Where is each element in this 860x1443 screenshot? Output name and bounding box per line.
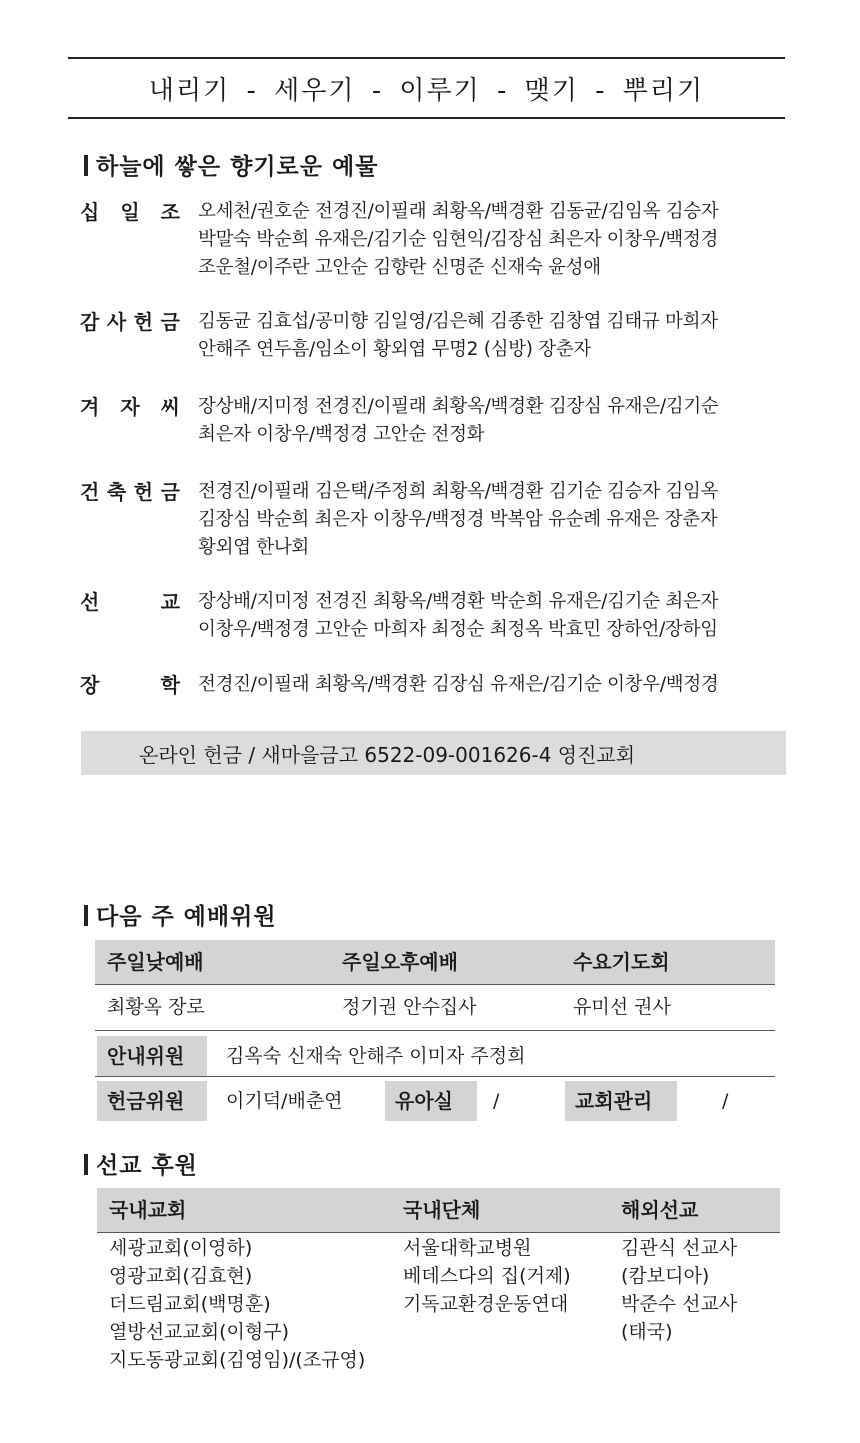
offering-section-title: 하늘에 쌓은 향기로운 예물 (84, 148, 378, 181)
online-offering-text: 온라인 헌금 / 새마을금고 6522-09-001626-4 영진교회 (139, 742, 636, 767)
usher-names: 김옥숙 신재숙 안해주 이미자 주정희 (226, 1045, 526, 1067)
leader-sunday-morning: 최황옥 장로 (107, 996, 205, 1018)
domestic-church-list (109, 1234, 365, 1374)
offering-donor-names: 전경진/이필래 김은택/주정희 최황옥/백경환 김기순 김승자 김임옥 김장심 박순희 최은자 이창우/백정경 박복암 유순례 유재은 장춘자 황외엽 한나회 (198, 481, 719, 558)
divider (95, 1030, 775, 1031)
leader-wednesday: 유미선 권사 (573, 996, 671, 1018)
nursery-label: 유아실 (385, 1081, 477, 1121)
offering-category-label: 겨 자 씨 (80, 395, 180, 419)
list-item: 김관식 선교사 (621, 1237, 738, 1259)
list-item: 박준수 선교사 (621, 1293, 738, 1315)
list-item: (캄보디아) (621, 1265, 710, 1287)
divider (95, 1076, 775, 1077)
nursery-value: / (493, 1090, 500, 1112)
header-domestic-church: 국내교회 (109, 1198, 187, 1222)
header-wednesday: 수요기도회 (573, 950, 670, 974)
offering-category-label: 장 학 (80, 673, 180, 697)
offering-category-label: 십 일 조 (80, 200, 180, 224)
list-item: 열방선교교회(이형구) (109, 1321, 290, 1343)
list-item: 세광교회(이영하) (109, 1237, 253, 1259)
offering-category-label: 선 교 (80, 590, 180, 614)
motto-banner (68, 57, 785, 119)
worship-section-title: 다음 주 예배위원 (84, 898, 277, 931)
online-offering-banner (81, 731, 786, 775)
list-item: 서울대학교병원 (403, 1237, 532, 1259)
header-overseas: 해외선교 (621, 1198, 699, 1222)
usher-label: 안내위원 (97, 1036, 207, 1076)
church-manage-value: / (722, 1090, 729, 1112)
header-sunday-afternoon: 주일오후예배 (342, 950, 458, 974)
divider (97, 1232, 780, 1233)
list-item: 베데스다의 집(거제) (403, 1265, 571, 1287)
list-item: 지도동광교회(김영임)/(조규영) (109, 1349, 366, 1371)
header-domestic-group: 국내단체 (403, 1198, 481, 1222)
leader-sunday-afternoon: 정기권 안수집사 (342, 996, 477, 1018)
list-item: (태국) (621, 1321, 673, 1343)
mission-section-title: 선교 후원 (84, 1147, 198, 1180)
offering-donor-names: 장상배/지미정 전경진/이필래 최황옥/백경환 김장심 유재은/김기순 최은자 이창우/백정경 고안순 전정화 (198, 396, 719, 445)
offering-committee-names: 이기덕/배춘연 (226, 1090, 343, 1112)
offering-donor-names: 오세천/권호순 전경진/이필래 최황옥/백경환 김동균/김임옥 김승자 박말숙 박순희 유재은/김기순 임현익/김장심 최은자 이창우/백정경 조운철/이주란 고안순 김향란 신명준 신재숙 윤성애 (198, 201, 719, 278)
list-item: 더드림교회(백명훈) (109, 1293, 271, 1315)
section-bar-icon (84, 905, 88, 926)
section-bar-icon (84, 1154, 88, 1175)
church-manage-label: 교회관리 (565, 1081, 677, 1121)
header-sunday-morning: 주일낮예배 (107, 950, 204, 974)
offering-committee-label: 헌금위원 (97, 1081, 207, 1121)
motto-text: 내리기 - 세우기 - 이루기 - 맺기 - 뿌리기 (148, 75, 705, 106)
offering-category-label: 건 축 헌 금 (80, 480, 180, 504)
list-item: 기독교환경운동연대 (403, 1293, 569, 1315)
domestic-group-list (403, 1234, 571, 1318)
list-item: 영광교회(김효현) (109, 1265, 253, 1287)
overseas-list (621, 1234, 737, 1346)
offering-donor-names: 전경진/이필래 최황옥/백경환 김장심 유재은/김기순 이창우/백정경 (198, 674, 719, 695)
offering-donor-names: 장상배/지미정 전경진 최황옥/백경환 박순희 유재은/김기순 최은자 이창우/백정경 고안순 마희자 최정순 최정옥 박효민 장하언/장하임 (198, 591, 719, 640)
offering-category-label: 감 사 헌 금 (80, 310, 180, 334)
divider (95, 984, 775, 985)
section-bar-icon (84, 155, 88, 176)
offering-donor-names: 김동균 김효섭/공미향 김일영/김은혜 김종한 김창엽 김태규 마희자 안해주 연두흠/임소이 황외엽 무명2 (심방) 장춘자 (198, 311, 718, 360)
